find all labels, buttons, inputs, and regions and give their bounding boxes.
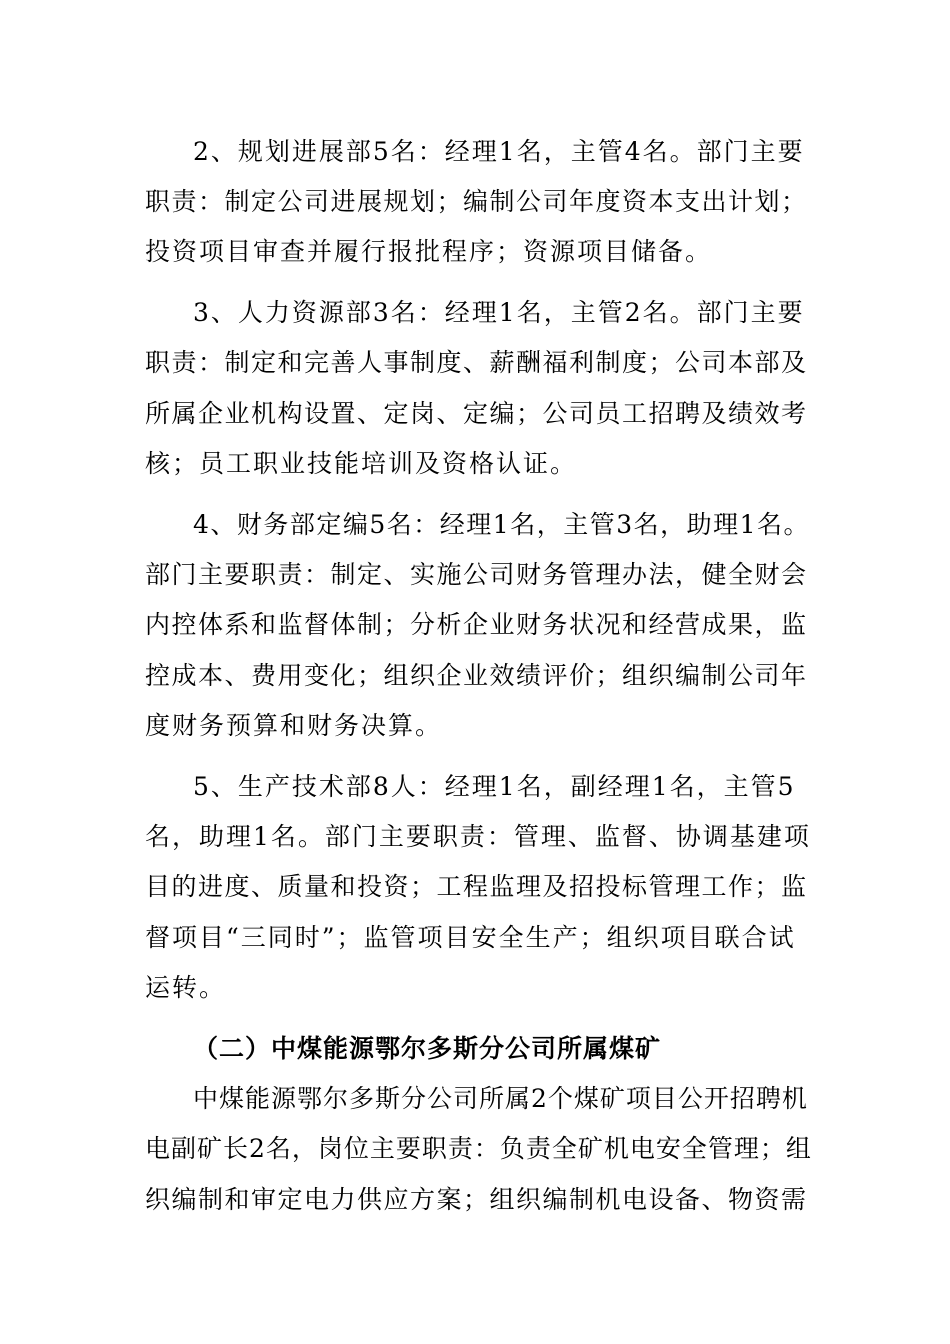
paragraph-line: 核；员工职业技能培训及资格认证。 [145,449,578,478]
section-heading: （二）中煤能源鄂尔多斯分公司所属煤矿 [193,1034,662,1063]
paragraph-line: 部门主要职责：制定、实施公司财务管理办法，健全财会 [145,560,808,589]
paragraph-line: 控成本、费用变化；组织企业效绩评价；组织编制公司年 [145,661,808,690]
paragraph-line: 电副矿长2名，岗位主要职责：负责全矿机电安全管理；组 [145,1134,812,1163]
paragraph-line: 职责：制定和完善人事制度、薪酬福利制度；公司本部及 [145,348,808,377]
paragraph-line: 度财务预算和财务决算。 [145,711,443,740]
paragraph-line: 5、生产技术部8人：经理1名，副经理1名，主管5 [193,772,796,801]
paragraph-line: 4、财务部定编5名：经理1名，主管3名，助理1名。 [193,510,811,539]
paragraph-line: 投资项目审查并履行报批程序；资源项目储备。 [145,237,713,266]
paragraph-line: 织编制和审定电力供应方案；组织编制机电设备、物资需 [145,1185,808,1214]
paragraph-line: 中煤能源鄂尔多斯分公司所属2个煤矿项目公开招聘机 [193,1084,808,1113]
paragraph-line: 运转。 [145,973,227,1002]
paragraph-line: 目的进度、质量和投资；工程监理及招投标管理工作；监 [145,872,808,901]
paragraph-line: 内控体系和监督体制；分析企业财务状况和经营成果，监 [145,610,808,639]
paragraph-line: 督项目“三同时”；监管项目安全生产；组织项目联合试 [145,923,796,952]
paragraph-line: 名，助理1名。部门主要职责：管理、监督、协调基建项 [145,822,811,851]
paragraph-line: 职责：制定公司进展规划；编制公司年度资本支出计划； [145,187,808,216]
paragraph-line: 3、人力资源部3名：经理1名，主管2名。部门主要 [193,298,805,327]
paragraph-line: 2、规划进展部5名：经理1名，主管4名。部门主要 [193,137,805,166]
paragraph-line: 所属企业机构设置、定岗、定编；公司员工招聘及绩效考 [145,399,808,428]
